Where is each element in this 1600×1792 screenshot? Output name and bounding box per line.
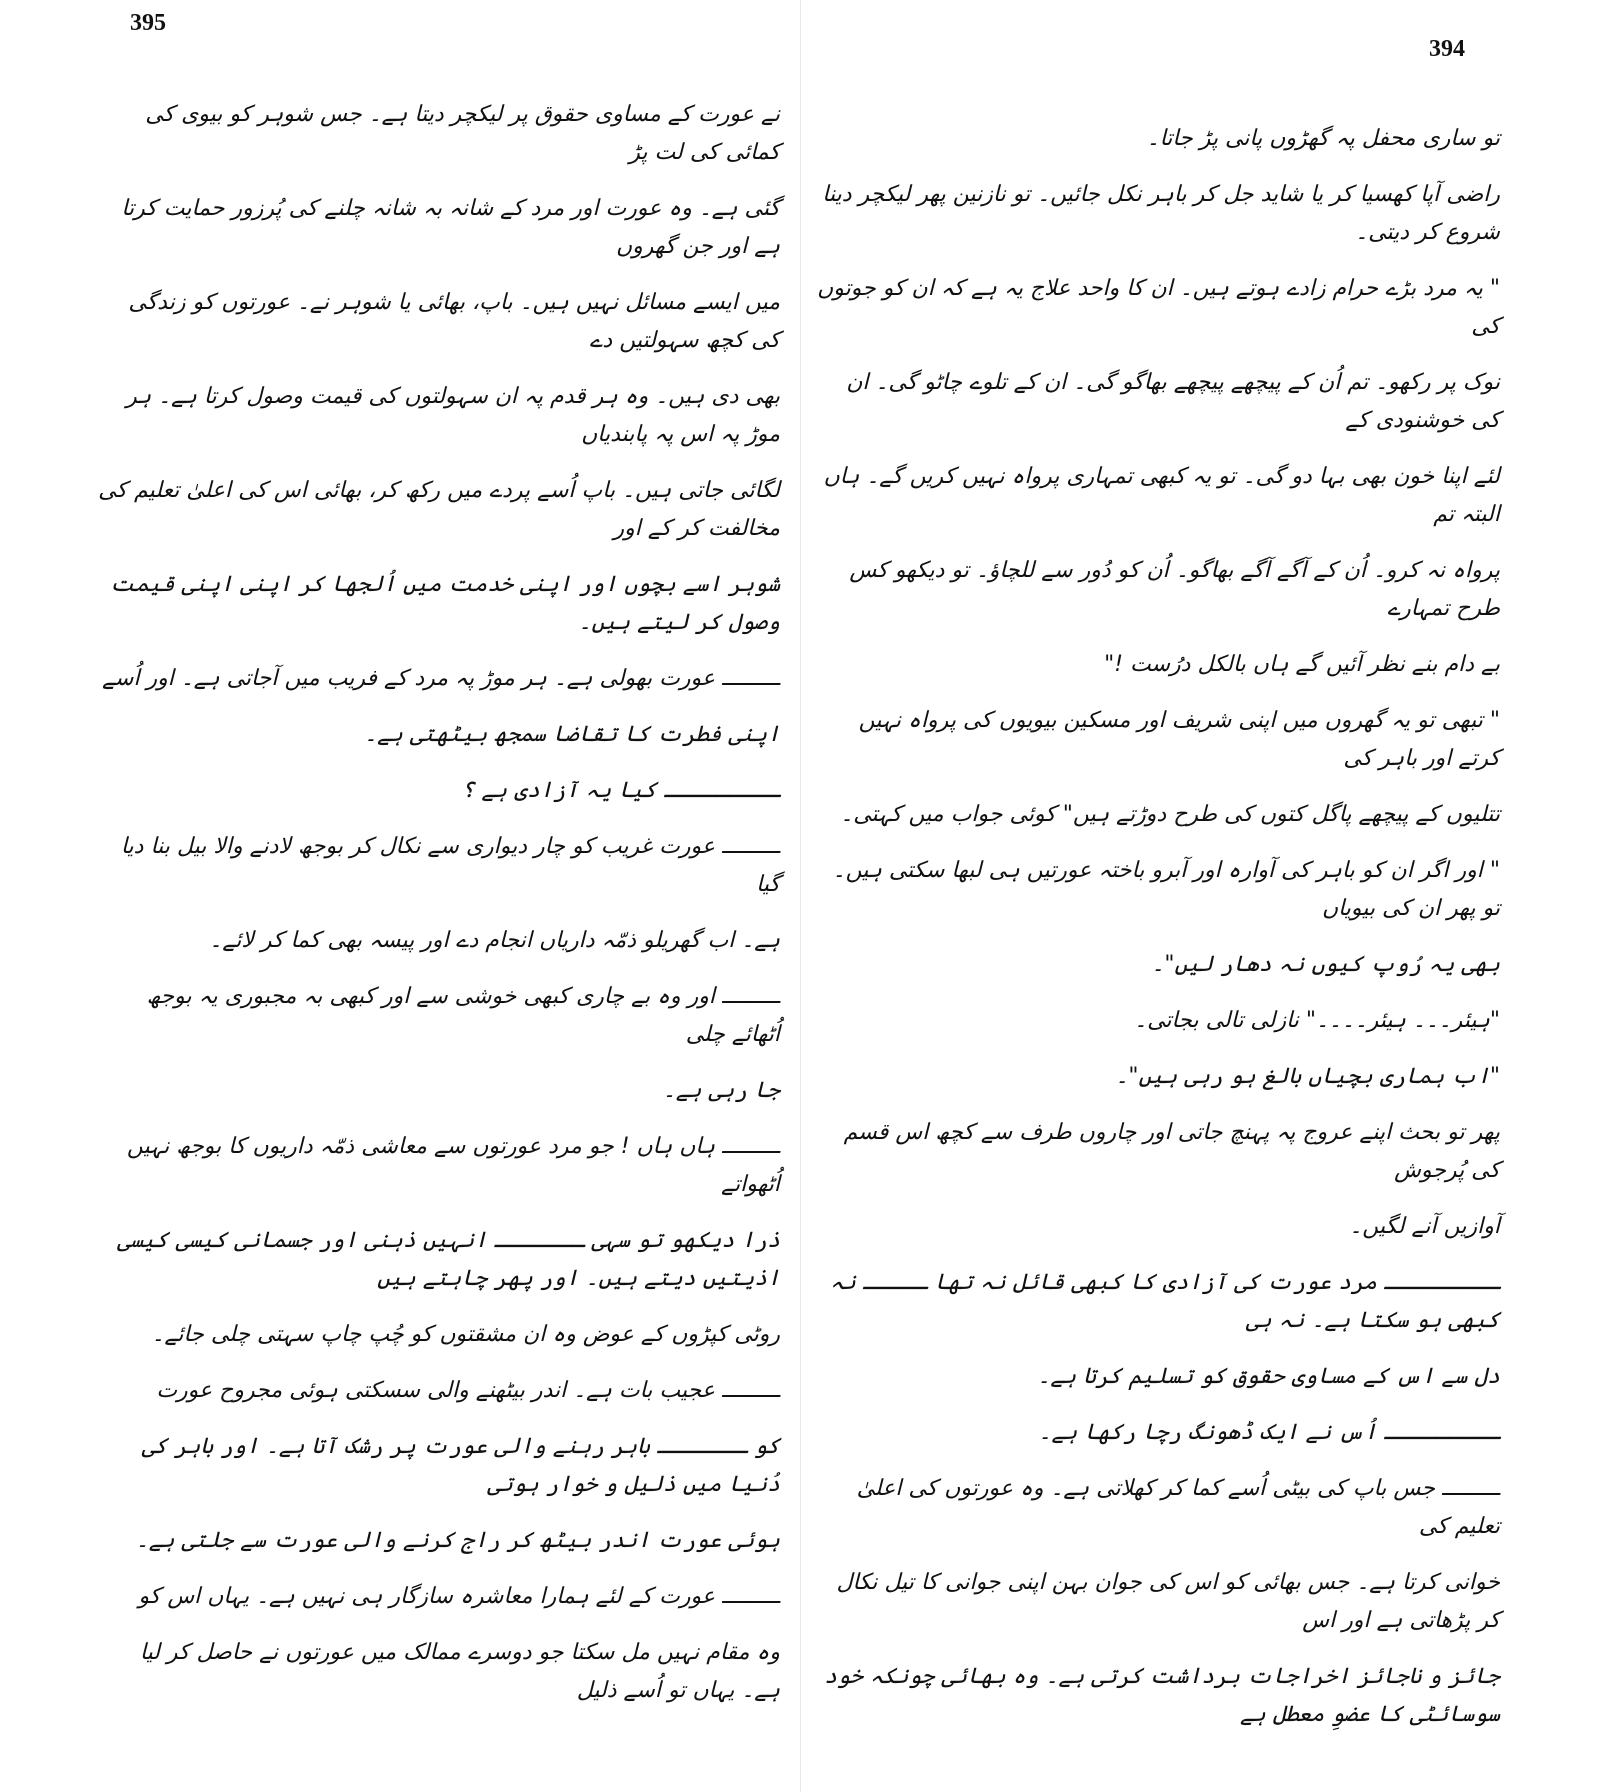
text-line: نوک پر رکھو۔ تم اُن کے پیچھے پیچھے بھاگو گی۔ ان کے تلوے چاٹو گی۔ ان کی خوشنودی کے	[846, 370, 1500, 433]
text-line: گئی ہے۔ وہ عورت اور مرد کے شانہ بہ شانہ چلنے کی پُرزور حمایت کرتا ہے اور جن گھروں	[121, 196, 780, 259]
text-line: شوہر اسے بچوں اور اپنی خدمت میں اُلجھا کر اپنی اپنی قیمت وصول کر لیتے ہیں۔	[110, 572, 780, 635]
text-line: تو ساری محفل پہ گھڑوں پانی پڑ جاتا۔	[1146, 126, 1500, 151]
page-text	[95, 96, 780, 1710]
right-page	[800, 0, 1600, 1792]
text-line: ـــــــــ جس باپ کی بیٹی اُسے کما کر کھلاتی ہے۔ وہ عورتوں کی اعلیٰ تعلیم کی	[856, 1476, 1500, 1539]
text-line: لئے اپنا خون بھی بہا دو گی۔ تو یہ کبھی تمہاری پرواہ نہیں کریں گے۔ ہاں البتہ تم	[823, 464, 1500, 527]
text-line: راضی آپا کھسیا کر یا شاید جل کر باہر نکل جائیں۔ تو نازنین پھر لیکچر دینا شروع کر دیتی۔	[822, 182, 1500, 245]
text-line: " اور اگر ان کو باہر کی آوارہ اور آبرو باختہ عورتیں ہی لبھا سکتی ہیں۔ تو پھر ان کی بیویاں	[832, 858, 1500, 921]
text-line: روٹی کپڑوں کے عوض وہ ان مشقتوں کو چُپ چاپ سہتی چلی جائے۔	[151, 1322, 780, 1347]
text-line: آوازیں آنے لگیں۔	[1349, 1214, 1500, 1239]
text-line: بھی یہ رُوپ کیوں نہ دھار لیں"۔	[1151, 952, 1500, 977]
text-line: پھر تو بحث اپنے عروج پہ پہنچ جاتی اور چاروں طرف سے کچھ اس قسم کی پُرجوش	[843, 1120, 1500, 1183]
text-line: ہوئی عورت اندر بیٹھ کر راج کرنے والی عورت سے جلتی ہے۔	[135, 1528, 780, 1553]
text-line: ـــــــــ مرد عورت کی آزادی کا کبھی قائل نہ تھا ـــــ نہ کبھی ہو سکتا ہے۔ نہ ہی	[830, 1270, 1500, 1333]
text-line: ـــــــــ عورت غریب کو چار دیواری سے نکال کر بوجھ لادنے والا بیل بنا دیا گیا	[120, 834, 780, 897]
text-line: " تبھی تو یہ گھروں میں اپنی شریف اور مسکین بیویوں کی پرواہ نہیں کرتے اور باہر کی	[858, 708, 1500, 771]
text-line: ـــــــــ عورت بھولی ہے۔ ہر موڑ پہ مرد کے فریب میں آجاتی ہے۔ اور اُسے	[102, 666, 780, 691]
page-number: 394	[1429, 36, 1465, 62]
text-line: ـــــــــ ہاں ہاں ! جو مرد عورتوں سے معاشی ذمّہ داریوں کا بوجھ نہیں اُٹھواتے	[126, 1134, 780, 1197]
text-line: میں ایسے مسائل نہیں ہیں۔ باپ، بھائی یا شوہر نے۔ عورتوں کو زندگی کی کچھ سہولتیں دے	[128, 290, 780, 353]
text-line: دل سے اس کے مساوی حقوق کو تسلیم کرتا ہے۔	[1037, 1364, 1500, 1389]
text-line: ـــــــــ اُس نے ایک ڈھونگ رچا رکھا ہے۔	[1038, 1420, 1500, 1445]
text-line: تتلیوں کے پیچھے پاگل کتوں کی طرح دوڑتے ہیں" کوئی جواب میں کہتی۔	[840, 802, 1500, 827]
text-line: خوانی کرتا ہے۔ جس بھائی کو اس کی جوان بہن اپنی جوانی کا تیل نکال کر پڑھاتی ہے اور اس	[836, 1570, 1500, 1633]
text-line: ـــــــــ عورت کے لئے ہمارا معاشرہ سازگار ہی نہیں ہے۔ یہاں اس کو	[138, 1584, 780, 1609]
text-line: کو ـــــــ باہر رہنے والی عورت پر رشک آتا ہے۔ اور باہر کی دُنیا میں ذلیل و خوار ہوتی	[141, 1434, 780, 1497]
text-line: وہ مقام نہیں مل سکتا جو دوسرے ممالک میں عورتوں نے حاصل کر لیا ہے۔ یہاں تو اُسے ذلیل	[139, 1640, 780, 1703]
text-line: اپنی فطرت کا تقاضا سمجھ بیٹھتی ہے۔	[364, 722, 780, 747]
text-line: "اب ہماری بچیاں بالغ ہو رہی ہیں"۔	[1115, 1064, 1500, 1089]
page-text	[816, 120, 1500, 1734]
text-line: ذرا دیکھو تو سہی ـــــــ انہیں ذہنی اور جسمانی کیسی کیسی اذیتیں دیتے ہیں۔ اور پھر چاہتے ہیں	[117, 1228, 780, 1291]
text-line: جا رہی ہے۔	[662, 1078, 780, 1103]
text-line: " یہ مرد بڑے حرام زادے ہوتے ہیں۔ ان کا واحد علاج یہ ہے کہ ان کو جوتوں کی	[817, 276, 1500, 339]
text-line: ـــــــــ کیا یہ آزادی ہے ؟	[461, 778, 780, 803]
text-line: ہے۔ اب گھریلو ذمّہ داریاں انجام دے اور پیسہ بھی کما کر لائے۔	[209, 928, 780, 953]
text-line: ـــــــــ اور وہ بے چاری کبھی خوشی سے اور کبھی بہ مجبوری یہ بوجھ اُٹھائے چلی	[146, 984, 780, 1047]
text-line: جائز و ناجائز اخراجات برداشت کرتی ہے۔ وہ بھائی چونکہ خود سوسائٹی کا عضوِ معطل ہے	[824, 1664, 1500, 1727]
page-number: 395	[130, 10, 166, 36]
text-line: بے دام بنے نظر آئیں گے ہاں بالکل درُست !"	[1104, 652, 1500, 677]
text-line: بھی دی ہیں۔ وہ ہر قدم پہ ان سہولتوں کی قیمت وصول کرتا ہے۔ ہر موڑ پہ اس پہ پابندیاں	[126, 384, 780, 447]
text-line: ـــــــــ عجیب بات ہے۔ اندر بیٹھنے والی سسکتی ہوئی مجروح عورت	[156, 1378, 780, 1403]
text-line: نے عورت کے مساوی حقوق پر لیکچر دیتا ہے۔ جس شوہر کو بیوی کی کمائی کی لت پڑ	[145, 102, 780, 165]
text-line: "ہیئر۔۔۔ ہیئر۔۔۔۔" نازلی تالی بجاتی۔	[1134, 1008, 1500, 1033]
text-line: لگائی جاتی ہیں۔ باپ اُسے پردے میں رکھ کر، بھائی اس کی اعلیٰ تعلیم کی مخالفت کر کے اور	[98, 478, 780, 541]
text-line: پرواہ نہ کرو۔ اُن کے آگے آگے بھاگو۔ اُن کو دُور سے للچاؤ۔ تو دیکھو کس طرح تمہارے	[849, 558, 1500, 621]
